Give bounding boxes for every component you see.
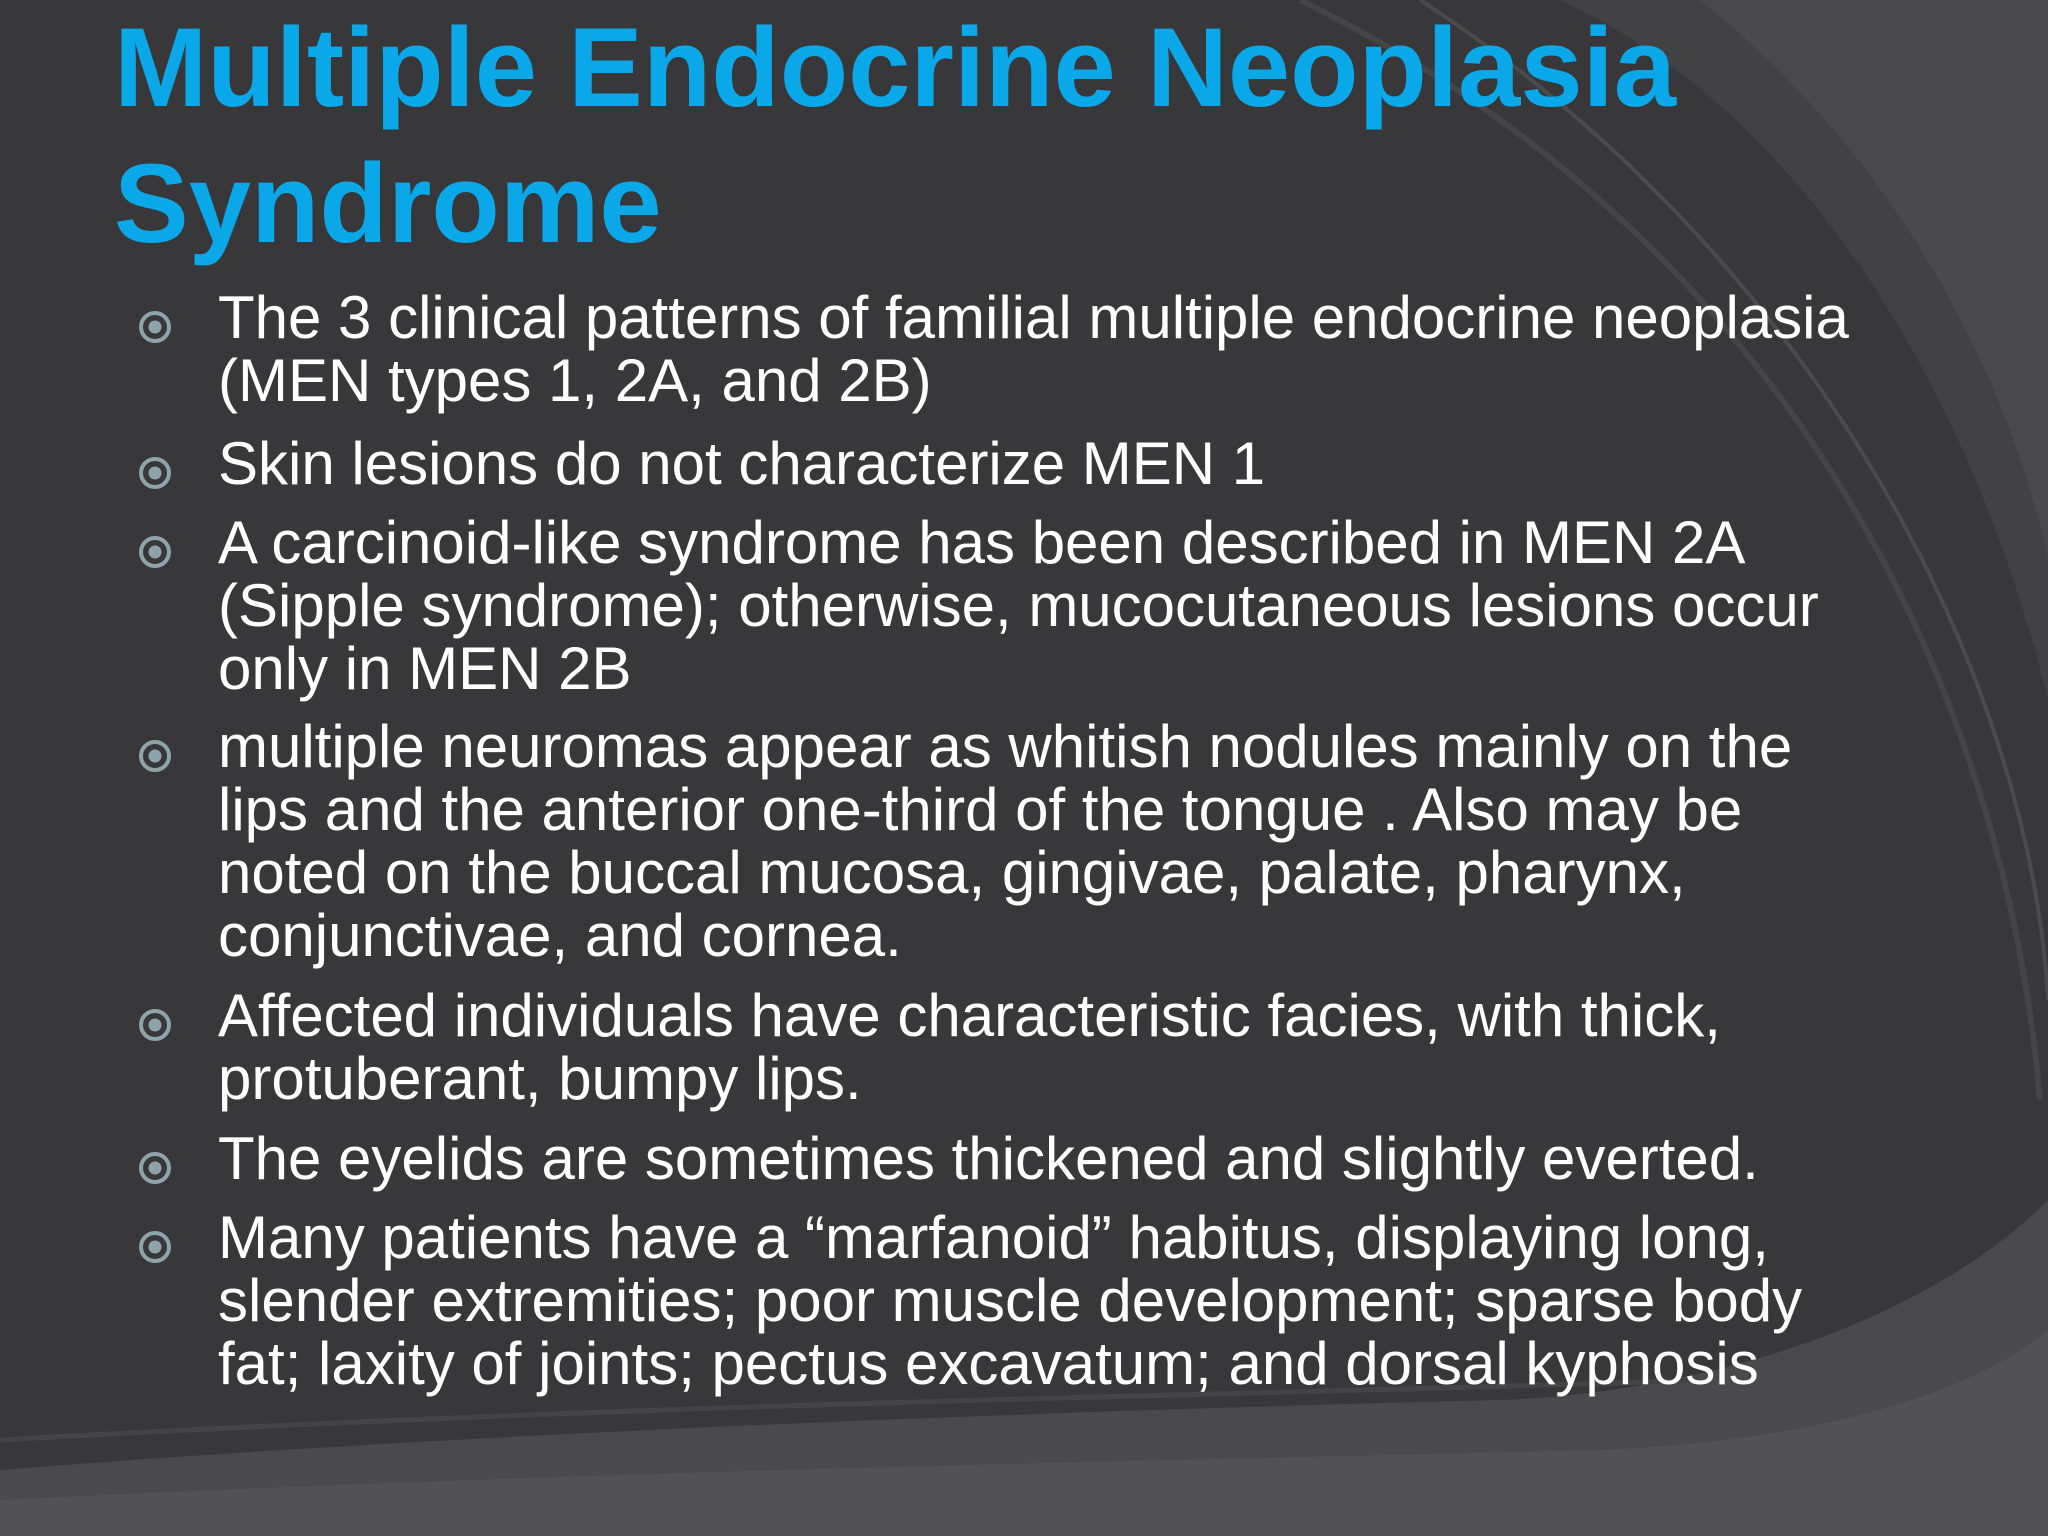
bullet-text: The 3 clinical patterns of familial multiple endocrine neoplasia (MEN types 1, 2A, and 2B) — [218, 284, 1849, 414]
target-circle-icon — [138, 1008, 172, 1042]
bullet-text: A carcinoid-like syndrome has been described in MEN 2A (Sipple syndrome); otherwise, mucocutaneous lesions occur only in MEN 2B — [218, 509, 1819, 702]
target-circle-icon — [138, 456, 172, 490]
target-circle-icon — [138, 1230, 172, 1264]
bullet-text: multiple neuromas appear as whitish nodules mainly on the lips and the anterior one-third of the tongue . Also may be noted on the buccal mucosa, gingivae, palate, pharynx, conjunctivae, and cornea. — [218, 713, 1793, 969]
bullet-text: Affected individuals have characteristic facies, with thick, protuberant, bumpy lips. — [218, 982, 1721, 1112]
target-circle-icon — [138, 535, 172, 569]
bullet-text: The eyelids are sometimes thickened and slightly everted. — [218, 1125, 1759, 1192]
bullet-text: Skin lesions do not characterize MEN 1 — [218, 430, 1266, 497]
target-circle-icon — [138, 1151, 172, 1185]
target-circle-icon — [138, 739, 172, 773]
slide-title-line-2: Syndrome — [114, 141, 662, 266]
target-circle-icon — [138, 310, 172, 344]
bullet-text: Many patients have a “marfanoid” habitus, displaying long, slender extremities; poor muscle development; sparse body fat; laxity of joints; pectus excavatum; and dorsal kyphosis — [218, 1204, 1803, 1397]
slide-title-line-1: Multiple Endocrine Neoplasia — [114, 5, 1677, 130]
